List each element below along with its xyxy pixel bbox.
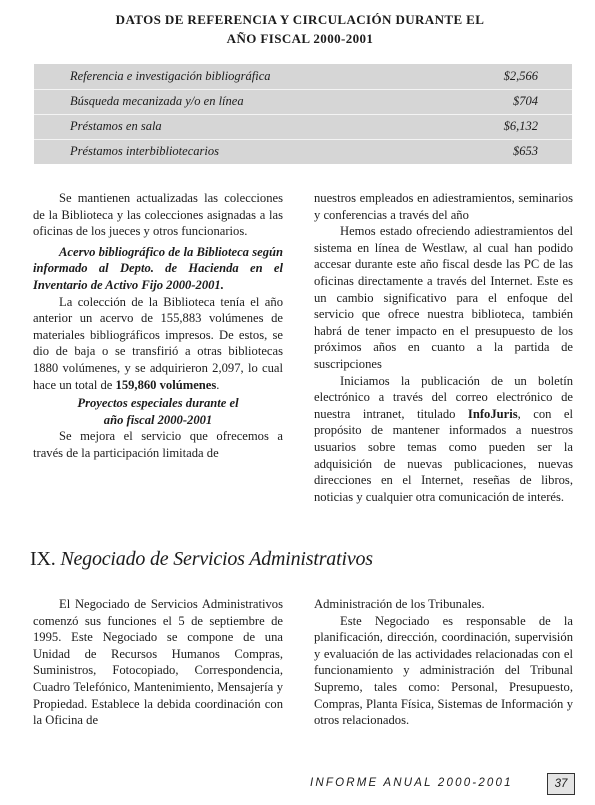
row-label: Búsqueda mecanizada y/o en línea xyxy=(70,94,244,108)
bold-total: 159,860 volúmenes xyxy=(115,377,217,392)
title-line-2: AÑO FISCAL 2000-2001 xyxy=(226,31,374,46)
section-title: Negociado de Servicios Administrativos xyxy=(60,548,373,570)
row-value: $2,566 xyxy=(503,69,538,83)
paragraph: Este Negociado es responsable de la planificación, dirección, coordinación, supervisión y evaluación de las actividades relacionadas con el funcionamiento y administración del Tribunal Supremo, tales como: Personal, Presupuesto, Compras, Planta Física, Sistemas de Información y otros relacionados. xyxy=(314,613,573,728)
subheading-line-2: año fiscal 2000-2001 xyxy=(103,412,213,427)
paragraph xyxy=(33,294,283,394)
page-number: 37 xyxy=(547,773,575,795)
section-numeral: IX. xyxy=(30,548,56,570)
title-line-1: DATOS DE REFERENCIA Y CIRCULACIÓN DURANTE EL xyxy=(115,12,485,27)
table-row xyxy=(34,89,572,115)
paragraph-text: Iniciamos la publicación de un boletín electrónico a través del correo electrónico de nuestra intranet, titulado xyxy=(314,373,573,421)
section-heading xyxy=(30,548,373,571)
paragraph: Se mejora el servicio que ofrecemos a través de la participación limitada de xyxy=(33,429,283,460)
paragraph: nuestros empleados en adiestramientos, seminarios y conferencias a través del año xyxy=(314,191,573,222)
row-label: Préstamos interbibliotecarios xyxy=(70,144,219,158)
table-row xyxy=(34,64,572,90)
bold-infojuris: InfoJuris xyxy=(467,406,518,421)
row-value: $6,132 xyxy=(503,119,538,133)
row-value: $653 xyxy=(513,144,538,158)
paragraph-end: . xyxy=(216,377,220,392)
subheading-proyectos xyxy=(33,395,283,428)
paragraph xyxy=(314,373,573,506)
row-value: $704 xyxy=(513,94,538,108)
right-column-bottom xyxy=(314,596,573,729)
left-column-bottom xyxy=(33,596,283,729)
subheading-acervo: Acervo bibliográfico de la Biblioteca según informado al Depto. de Hacienda en el Inventario de Activo Fijo 2000-2001. xyxy=(33,244,283,292)
footer-report-title: INFORME ANUAL 2000-2001 xyxy=(310,777,513,789)
page-title xyxy=(60,10,540,48)
subheading-line-1: Proyectos especiales durante el xyxy=(77,396,239,411)
paragraph-text: La colección de la Biblioteca tenía el año anterior un acervo de 155,883 volúmenes de materiales bibliográficos impresos. De estos, se dio de baja o se transfirió a otras bibliotecas 1880 volúmenes, y se adquirieron 2,097, lo cual hace un total de xyxy=(33,294,283,392)
row-label: Referencia e investigación bibliográfica xyxy=(70,69,271,83)
table-row xyxy=(34,139,572,164)
paragraph: Administración de los Tribunales. xyxy=(314,597,485,611)
reference-circulation-table xyxy=(34,64,572,164)
row-label: Préstamos en sala xyxy=(70,119,162,133)
right-column-top xyxy=(314,190,573,505)
left-column-top xyxy=(33,190,283,462)
table-row xyxy=(34,114,572,140)
paragraph: Hemos estado ofreciendo adiestramientos del sistema en línea de Westlaw, al cual han podido accesar durante este año fiscal desde las PC de las oficinas directamente a través del Internet. Este es un cambio significativo para el enfoque del servicio que ofrece nuestra biblioteca, también habrá de tener impacto en el presupuesto de los próximos años en cuanto a la partida de suscripciones xyxy=(314,224,573,371)
paragraph-text: , con el propósito de mantener informados a nuestros usuarios sobre temas como pueden ser la adquisición de nuevas publicaciones, nuevas direcciones en el Internet, reseñas de libros, noticias y cualquier otra comunicación de interés. xyxy=(314,406,574,504)
paragraph: El Negociado de Servicios Administrativos comenzó sus funciones el 5 de septiembre de 1995. Este Negociado se compone de una Unidad de Recursos Humanos Compras, Suministros, Fotocopiado, Correspondencia, Cuadro Telefónico, Mantenimiento, Mensajería y Propiedad. Establece la debida coordinación con la Oficina de xyxy=(33,597,283,728)
paragraph: Se mantienen actualizadas las colecciones de la Biblioteca y las colecciones asignadas a las oficinas de los jueces y otros funcionarios. xyxy=(33,191,283,239)
